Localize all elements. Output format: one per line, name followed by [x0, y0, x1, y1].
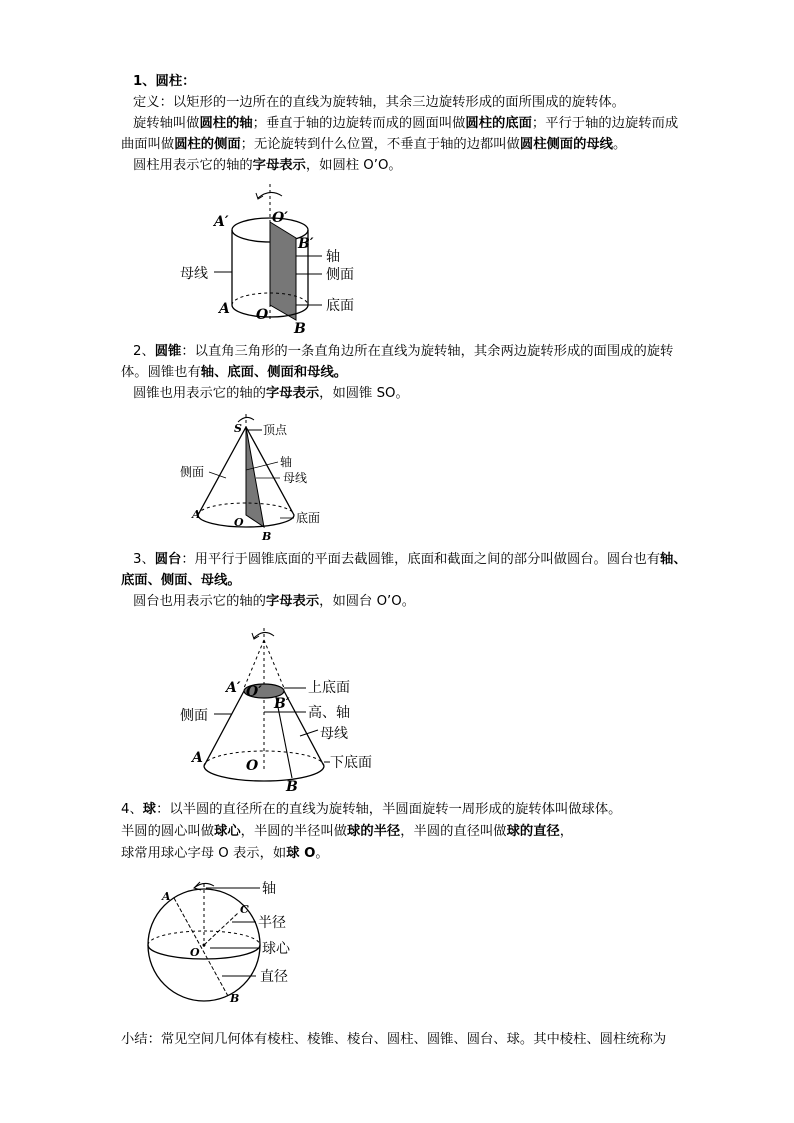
label-a: A — [219, 301, 230, 317]
section-1-definition: 定义：以矩形的一边所在的直线为旋转轴，其余三边旋转形成的面所围成的旋转体。 — [133, 95, 625, 110]
label-top-base: 上底面 — [308, 680, 350, 696]
label-side: 侧面 — [326, 267, 354, 283]
label-o: O — [256, 307, 269, 323]
label-o: O — [246, 758, 259, 774]
label-axis: 轴 — [280, 455, 293, 469]
label-a-prime: A′ — [226, 680, 241, 696]
label-base: 底面 — [326, 298, 354, 314]
section-2-para-2: 体。圆锥也有轴、底面、侧面和母线。 — [121, 365, 348, 380]
summary-text: 小结：常见空间几何体有棱柱、棱锥、棱台、圆柱、圆锥、圆台、球。其中棱柱、圆柱统称为 — [121, 1032, 667, 1047]
label-b-prime: B′ — [298, 236, 314, 252]
section-3-para-1: 3、圆台：用平行于圆锥底面的平面去截圆锥，底面和截面之间的部分叫做圆台。圆台也有轴、 — [133, 552, 687, 567]
section-3-para-2: 底面、侧面、母线。 — [121, 573, 241, 588]
section-2-para-3: 圆锥也用表示它的轴的字母表示，如圆锥 SO。 — [133, 386, 409, 401]
label-a: A — [192, 508, 201, 521]
label-side: 侧面 — [180, 708, 208, 724]
label-o-prime: O′ — [246, 684, 262, 700]
section-4-para-1: 4、球：以半圆的直径所在的直线为旋转轴，半圆面旋转一周形成的旋转体叫做球体。 — [121, 802, 622, 817]
section-1-para-3: 圆柱用表示它的轴的字母表示，如圆柱 O’O。 — [133, 158, 402, 173]
label-a: A — [192, 750, 203, 766]
section-4-para-2: 半圆的圆心叫做球心，半圆的半径叫做球的半径，半圆的直径叫做球的直径， — [121, 824, 574, 839]
label-base: 底面 — [296, 511, 321, 525]
label-radius: 半径 — [258, 915, 286, 931]
section-1-para-2: 曲面叫做圆柱的侧面；无论旋转到什么位置，不垂直于轴的边都叫做圆柱侧面的母线。 — [121, 137, 627, 152]
label-axis: 轴 — [326, 249, 340, 265]
label-diameter: 直径 — [260, 969, 288, 985]
label-generatrix: 母线 — [180, 266, 208, 282]
label-o-prime: O′ — [272, 210, 288, 226]
section-1-title: 1、圆柱： — [133, 74, 196, 89]
label-bottom-base: 下底面 — [330, 755, 372, 771]
section-4-para-3: 球常用球心字母 O 表示，如球 O。 — [121, 846, 329, 861]
label-side: 侧面 — [180, 465, 205, 479]
label-apex: 顶点 — [263, 423, 288, 437]
section-2-para-1: 2、圆锥：以直角三角形的一条直角边所在直线为旋转轴，其余两边旋转形成的面围成的旋转 — [133, 344, 674, 359]
label-b-prime: B′ — [274, 696, 290, 712]
section-1-para-1: 旋转轴叫做圆柱的轴；垂直于轴的边旋转而成的圆面叫做圆柱的底面；平行于轴的边旋转而成 — [133, 116, 679, 131]
label-b: B — [294, 321, 306, 337]
label-b: B — [230, 992, 240, 1005]
label-generatrix: 母线 — [320, 726, 348, 742]
section-3-para-3: 圆台也用表示它的轴的字母表示，如圆台 O’O。 — [133, 594, 416, 609]
label-s: S — [234, 422, 242, 435]
label-o: O — [234, 516, 244, 529]
label-o: O — [190, 946, 200, 959]
label-height-axis: 高、轴 — [308, 705, 350, 721]
label-center: 球心 — [262, 941, 290, 957]
label-axis: 轴 — [262, 881, 276, 897]
label-c: C — [240, 903, 249, 916]
label-b: B — [262, 530, 272, 543]
label-b: B — [286, 779, 298, 795]
label-a: A — [162, 890, 171, 903]
label-a-prime: A′ — [214, 214, 229, 230]
label-generatrix: 母线 — [283, 471, 308, 485]
